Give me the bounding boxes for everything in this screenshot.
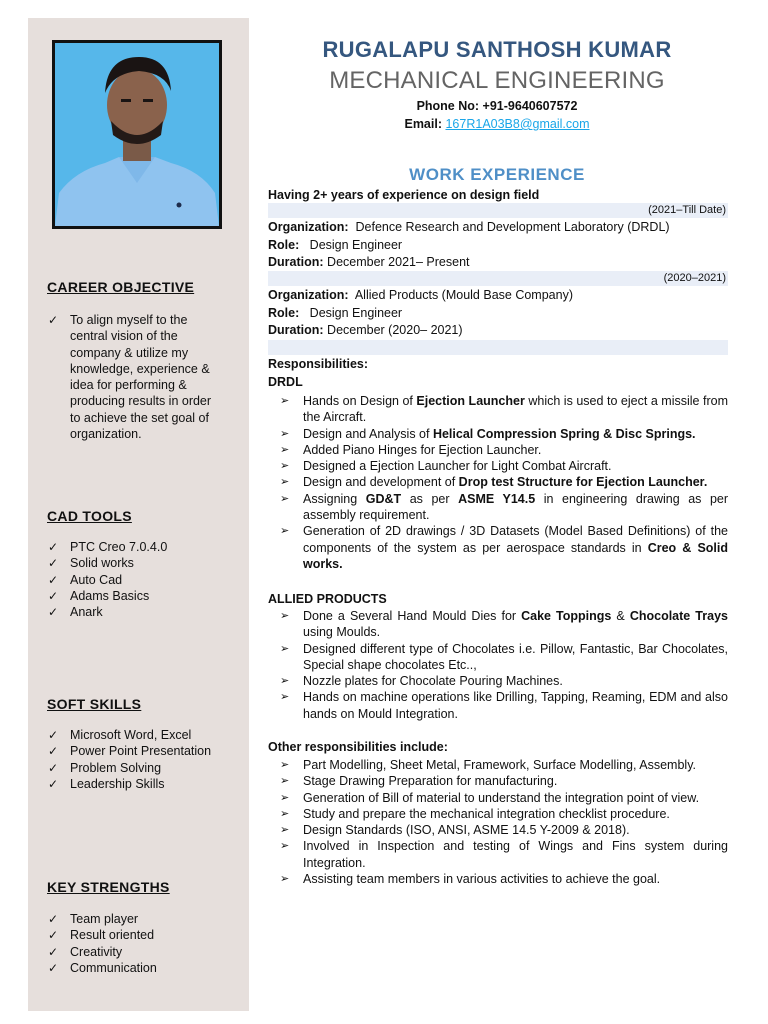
list-item: ✓ Auto Cad: [48, 572, 123, 587]
check-icon: ✓: [48, 728, 59, 742]
arrow-bullet-icon: ➢: [280, 791, 290, 804]
arrow-bullet-icon: ➢: [280, 759, 290, 771]
arrow-bullet-icon: ➢: [280, 873, 290, 886]
responsibilities-heading: Responsibilities:: [268, 357, 369, 371]
list-item: ➢ Design and Analysis of Helical Compression Spring & Disc Springs.: [280, 426, 696, 441]
list-item: ✓ Leadership Skills: [48, 776, 165, 791]
list-item: ➢ Design and development of Drop test Structure for Ejection Launcher.: [280, 475, 708, 490]
job-role: Role: Design Engineer: [268, 238, 403, 252]
list-item: ✓ Adams Basics: [48, 588, 150, 603]
email-line: [267, 117, 727, 131]
experience-summary: Having 2+ years of experience on design field: [268, 188, 540, 202]
arrow-bullet-icon: ➢: [280, 492, 290, 505]
check-icon: ✓: [48, 776, 59, 791]
list-item: ✓ Microsoft Word, Excel: [48, 728, 192, 742]
arrow-bullet-icon: ➢: [280, 427, 290, 440]
list-item: ➢ Generation of Bill of material to understand the integration point of view.: [280, 790, 700, 805]
check-icon: ✓: [48, 760, 59, 775]
job-organization: Organization: Allied Products (Mould Base Company): [268, 288, 573, 302]
check-icon: ✓: [48, 556, 59, 571]
list-item: ➢ Study and prepare the mechanical integration checklist procedure.: [280, 806, 670, 821]
arrow-bullet-icon: ➢: [280, 610, 290, 622]
job-period-bar: [268, 271, 728, 286]
career-objective-heading: CAREER OBJECTIVE: [47, 279, 195, 295]
list-item: ✓ Power Point Presentation: [48, 744, 212, 759]
drdl-heading: DRDL: [268, 375, 303, 389]
arrow-bullet-icon: ➢: [280, 775, 290, 788]
phone-line: [267, 99, 727, 113]
section-divider-bar: [268, 340, 728, 355]
check-icon: ✓: [48, 744, 59, 759]
check-icon: ✓: [48, 572, 59, 587]
list-item: ✓ Result oriented: [48, 928, 155, 943]
arrow-bullet-icon: ➢: [280, 460, 290, 473]
list-item: ➢ Assigning GD&T as per ASME Y14.5 in engineering drawing as per assembly requirement.: [280, 491, 729, 523]
career-objective-item: ✓ To align myself to the central vision of the company & utilize my knowledge, experience & idea for performing & producing results in order to achieve the set goal of organization.: [48, 313, 212, 442]
check-icon: ✓: [48, 313, 59, 327]
check-icon: ✓: [48, 588, 59, 603]
cad-tools-list: [48, 539, 238, 620]
other-responsibilities: [268, 757, 728, 887]
other-responsibilities-heading: Other responsibilities include:: [268, 740, 448, 754]
arrow-bullet-icon: ➢: [280, 476, 290, 489]
arrow-bullet-icon: ➢: [280, 395, 290, 407]
profile-photo: [52, 40, 222, 229]
phone-value: +91-9640607572: [482, 99, 578, 113]
arrow-bullet-icon: ➢: [280, 840, 290, 853]
list-item: ➢ Done a Several Hand Mould Dies for Cake Toppings & Chocolate Trays using Moulds.: [280, 609, 728, 640]
check-icon: ✓: [48, 540, 59, 554]
arrow-bullet-icon: ➢: [280, 525, 290, 538]
list-item: ➢ Generation of 2D drawings / 3D Datasets (Model Based Definitions) of the components of the system as per aerospace standards in Creo & Solid works.: [280, 524, 728, 571]
job-period-bar: [268, 203, 728, 218]
drdl-responsibilities: [268, 393, 728, 572]
soft-skills-list: [48, 727, 238, 792]
key-strengths-list: [48, 911, 238, 976]
list-item: ✓ Solid works: [48, 556, 134, 571]
soft-skills-heading: SOFT SKILLS: [47, 696, 142, 712]
check-icon: ✓: [48, 960, 59, 975]
career-objective-list: [48, 312, 238, 442]
check-icon: ✓: [48, 928, 59, 943]
list-item: ➢ Stage Drawing Preparation for manufacturing.: [280, 774, 558, 789]
arrow-bullet-icon: ➢: [280, 642, 290, 655]
list-item: ➢ Design Standards (ISO, ANSI, ASME 14.5 Y-2009 & 2018).: [280, 823, 630, 838]
job-period: (2021–Till Date): [648, 204, 726, 216]
list-item: ✓ Communication: [48, 960, 157, 975]
profession-title: MECHANICAL ENGINEERING: [329, 67, 665, 94]
allied-responsibilities: [268, 608, 728, 722]
list-item: ➢ Hands on Design of Ejection Launcher which is used to eject a missile from the Aircraft.: [280, 394, 728, 425]
list-item: ➢ Involved in Inspection and testing of Wings and Fins system during Integration.: [280, 839, 728, 870]
list-item: ➢ Nozzle plates for Chocolate Pouring Machines.: [280, 674, 563, 689]
list-item: ✓ PTC Creo 7.0.4.0: [48, 540, 168, 554]
arrow-bullet-icon: ➢: [280, 824, 290, 837]
arrow-bullet-icon: ➢: [280, 443, 290, 456]
list-item: ✓ Team player: [48, 912, 139, 926]
arrow-bullet-icon: ➢: [280, 675, 290, 688]
list-item: ➢ Part Modelling, Sheet Metal, Framework, Surface Modelling, Assembly.: [280, 758, 696, 772]
job-duration: Duration: December (2020– 2021): [268, 323, 463, 337]
person-name: RUGALAPU SANTHOSH KUMAR: [322, 37, 672, 62]
list-item: ✓ Creativity: [48, 944, 123, 959]
arrow-bullet-icon: ➢: [280, 807, 290, 820]
list-item: ✓ Anark: [48, 605, 103, 620]
arrow-bullet-icon: ➢: [280, 691, 290, 704]
check-icon: ✓: [48, 912, 59, 926]
phone-label: Phone No:: [416, 99, 480, 113]
list-item: ➢ Designed different type of Chocolates i.e. Pillow, Fantastic, Bar Chocolates, Special shape chocolates Etc..,: [280, 641, 728, 672]
check-icon: ✓: [48, 605, 59, 620]
job-duration: Duration: December 2021– Present: [268, 255, 470, 269]
cad-tools-heading: CAD TOOLS: [47, 508, 132, 524]
email-label: Email:: [404, 117, 442, 131]
key-strengths-heading: KEY STRENGTHS: [47, 879, 170, 895]
check-icon: ✓: [48, 944, 59, 959]
list-item: ➢ Assisting team members in various activities to achieve the goal.: [280, 872, 661, 887]
allied-heading: ALLIED PRODUCTS: [268, 592, 387, 606]
job-role: Role: Design Engineer: [268, 306, 403, 320]
list-item: ➢ Added Piano Hinges for Ejection Launcher.: [280, 442, 542, 457]
list-item: ✓ Problem Solving: [48, 760, 162, 775]
email-link[interactable]: 167R1A03B8@gmail.com: [445, 117, 590, 131]
work-experience-heading: WORK EXPERIENCE: [409, 165, 585, 184]
job-period: (2020–2021): [663, 272, 726, 284]
list-item: ➢ Designed a Ejection Launcher for Light Combat Aircraft.: [280, 459, 612, 474]
list-item: ➢ Hands on machine operations like Drilling, Tapping, Reaming, EDM and also hands on Mould Integration.: [280, 690, 728, 721]
job-organization: Organization: Defence Research and Development Laboratory (DRDL): [268, 220, 670, 234]
